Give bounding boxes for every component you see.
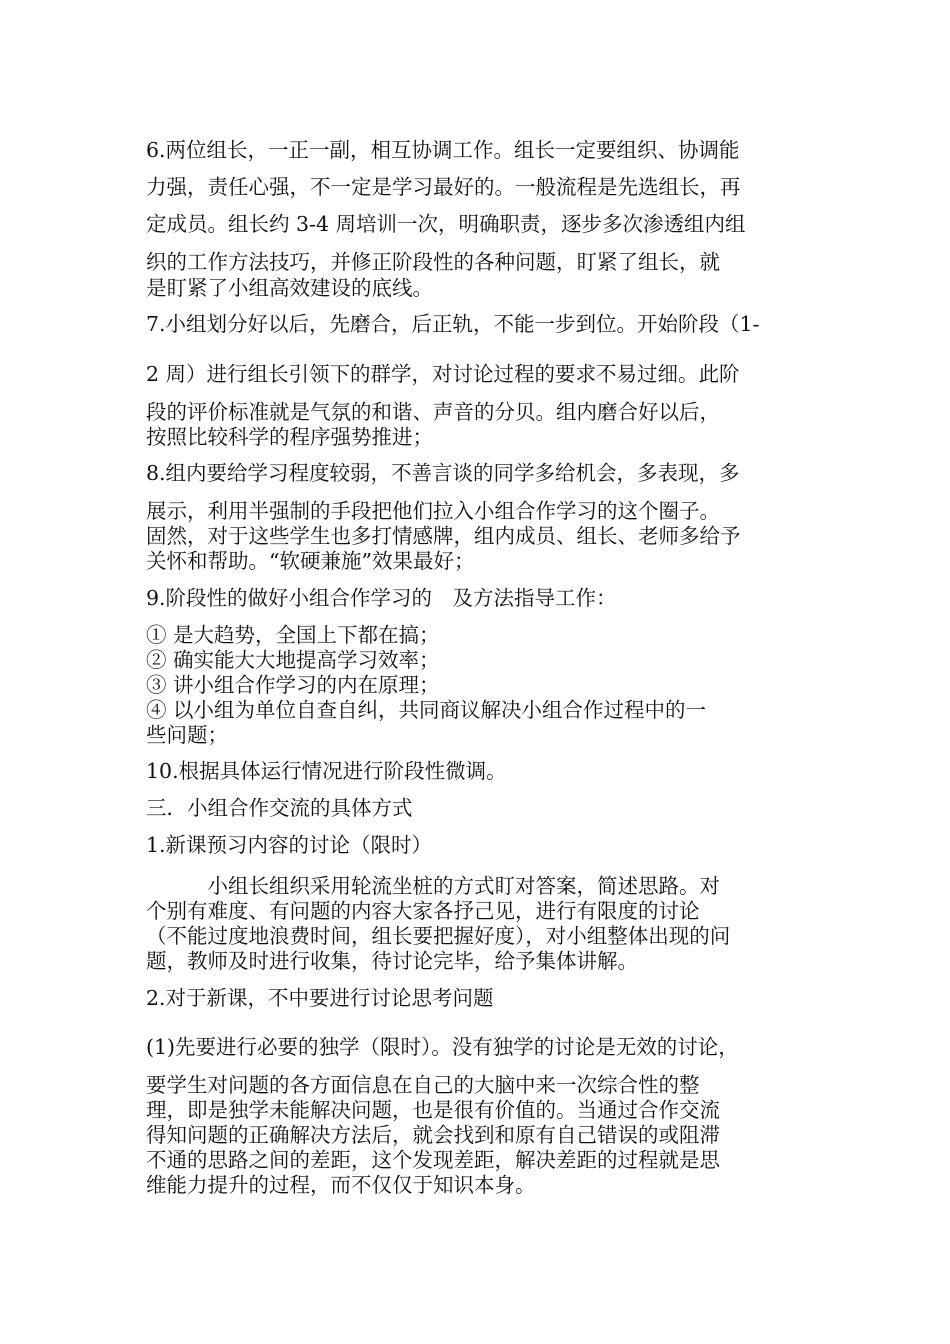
subsection-heading: 1.新课预习内容的讨论（限时） xyxy=(146,833,433,857)
paragraph-line: 力强，责任心强，不一定是学习最好的。一般流程是先选组长，再 xyxy=(146,175,741,199)
paragraph-line: 小组长组织采用轮流坐桩的方式盯对答案，简述思路。对 xyxy=(146,874,720,898)
subsection-heading: 2.对于新课，不中要进行讨论思考问题 xyxy=(146,986,494,1010)
paragraph-line: 要学生对问题的各方面信息在自己的大脑中来一次综合性的整 xyxy=(146,1073,700,1097)
list-item: ① 是大趋势，全国上下都在搞； xyxy=(146,623,440,647)
paragraph-line: 2 周）进行组长引领下的群学，对讨论过程的要求不易过细。此阶 xyxy=(146,362,740,386)
paragraph-line: 理，即是独学未能解决问题，也是很有价值的。当通过合作交流 xyxy=(146,1098,720,1122)
list-item: ③ 讲小组合作学习的内在原理； xyxy=(146,673,440,697)
paragraph-line: 个别有难度、有问题的内容大家各抒己见，进行有限度的讨论 xyxy=(146,899,700,923)
paragraph-line: 题，教师及时进行收集，待讨论完毕，给予集体讲解。 xyxy=(146,949,638,973)
paragraph-line: 9.阶段性的做好小组合作学习的 及方法指导工作： xyxy=(146,586,617,610)
paragraph-line: 是盯紧了小组高效建设的底线。 xyxy=(146,276,433,300)
paragraph-line: 维能力提升的过程，而不仅仅于知识本身。 xyxy=(146,1173,536,1197)
paragraph-line: 按照比较科学的程序强势推进； xyxy=(146,425,433,449)
list-item: ④ 以小组为单位自查自纠，共同商议解决小组合作过程中的一 xyxy=(146,698,707,722)
paragraph-line: 展示，利用半强制的手段把他们拉入小组合作学习的这个圈子。 xyxy=(146,499,720,523)
paragraph-line: 段的评价标准就是气氛的和谐、声音的分贝。组内磨合好以后， xyxy=(146,400,720,424)
paragraph-line: 不通的思路之间的差距，这个发现差距，解决差距的过程就是思 xyxy=(146,1148,720,1172)
paragraph-line: 10.根据具体运行情况进行阶段性微调。 xyxy=(146,759,507,783)
paragraph-line: 固然，对于这些学生也多打情感牌，组内成员、组长、老师多给予 xyxy=(146,524,741,548)
section-heading: 三．小组合作交流的具体方式 xyxy=(146,796,413,820)
paragraph-line: (1)先要进行必要的独学（限时）。没有独学的讨论是无效的讨论， xyxy=(146,1035,739,1059)
paragraph-line: 关怀和帮助。“软硬兼施”效果最好； xyxy=(146,549,475,573)
paragraph-line: 定成员。组长约 3-4 周培训一次，明确职责，逐步多次渗透组内组 xyxy=(146,212,746,236)
paragraph-line: 7.小组划分好以后，先磨合，后正轨，不能一步到位。开始阶段（1- xyxy=(146,312,760,336)
paragraph-line: （不能过度地浪费时间，组长要把握好度），对小组整体出现的问 xyxy=(146,924,731,948)
paragraph-line: 6.两位组长，一正一副，相互协调工作。组长一定要组织、协调能 xyxy=(146,138,740,162)
paragraph-line: 得知问题的正确解决方法后，就会找到和原有自己错误的或阻滞 xyxy=(146,1123,720,1147)
list-item: 些问题； xyxy=(146,723,228,747)
paragraph-line: 8.组内要给学习程度较弱，不善言谈的同学多给机会，多表现，多 xyxy=(146,461,740,485)
list-item: ② 确实能大大地提高学习效率； xyxy=(146,648,440,672)
paragraph-line: 织的工作方法技巧，并修正阶段性的各种问题，盯紧了组长，就 xyxy=(146,250,720,274)
